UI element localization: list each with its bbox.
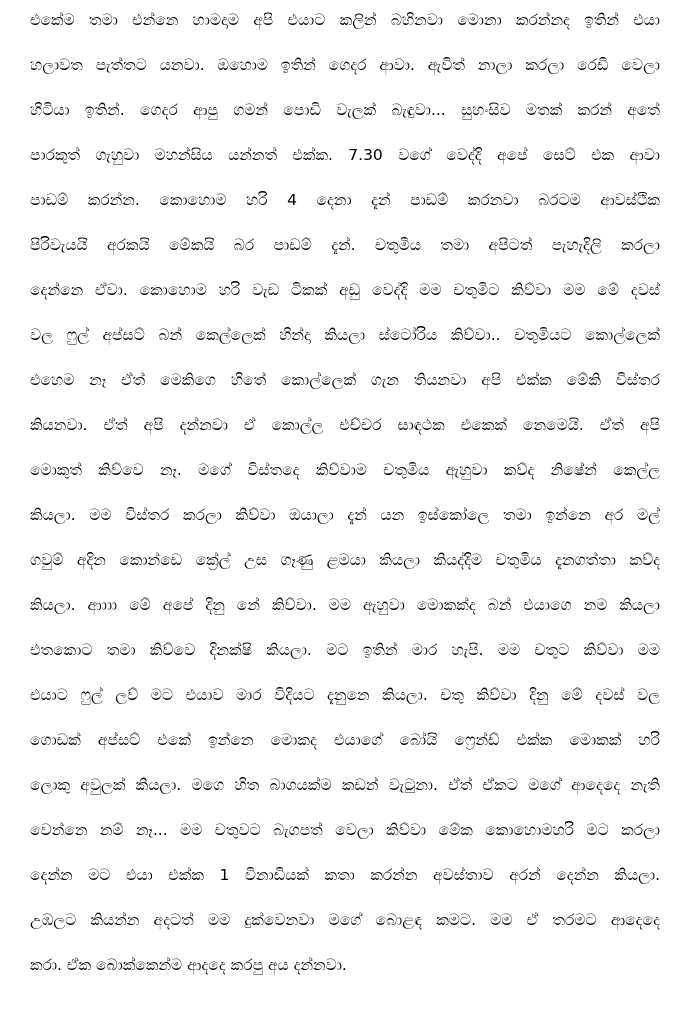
text-line: වල ෆුල් අප්සට් බන් කෙල්ලෙක් හින්දා කියලා ස්ටෝරිය කිව්වා.. චතුමියට කොල්ලෙක්: [30, 326, 660, 344]
text-line: දෙන්න මට එයා එක්ක 1 විනාඩියක් කතා කරන්න අවස්තාව අරන් දෙන්න කියලා.: [30, 866, 660, 884]
text-line: ගොඩක් අප්සට් එකේ ඉන්නෙ මොකද එයාගේ බෝයි ෆ්‍රෙන්ඩ් එක්ක මොකක් හරි: [30, 731, 660, 749]
text-line: හලාවත පැත්තට යනවා. ඔහොම ඉතින් ගෙදර ආවා. ඇවිත් නාලා කරලා රෙඩි වෙලා: [30, 56, 660, 74]
text-line: පාඩම් කරන්න. කොහොම හරි 4 දෙනා දැන් පාඩම් කරනවා බරටම ආවස්ථික: [30, 191, 660, 209]
text-line: එතකොට තමා කිව්වෙ දිනක්ෂි කියලා. මට ඉතින් මාර හැපි. මම චතුට කිව්වා මම: [30, 641, 660, 659]
text-line: මොකුත් කිව්වෙ නෑ. මගේ විස්තදෙ කිව්වාම චතුමිය ඇහුවා කව්ද නිෂේන් කෙල්ල: [30, 461, 660, 479]
text-line: එයාට ෆුල් ලව් මට එයාව මාර විදියට දැනුනෙ කියලා. චතු කිව්වා දිනු මේ දවස් වල: [30, 686, 660, 704]
text-line: හිටියා ඉතින්. ගෙදර ආපු ගමන් පොඩි වැලක් බැඳුවා... සුහංසිව මතක් කරන් අතේ: [30, 101, 660, 119]
text-line: උඹලට කියන්න අදටත් මම දුක්වෙනවා මගේ බොළඳ කමට. මම ඒ තරමට ආදෙදෙ: [30, 911, 660, 929]
text-line: එහෙම නෑ ඒත් මෙකිගෙ හිතේ කොල්ලෙක් ගැන තියනවා අපි එක්ක මේකි විස්තර: [30, 371, 660, 389]
text-line: කියනවා. ඒත් අපි දන්නවා ඒ කොල්ල එච්චර සාඳථක එකෙක් නෙමෙයි. ඒත් අපි: [30, 416, 660, 434]
text-line: පිරිවැයයි අරකයි මේකයි බර පාඩම් දැන්. චතුමිය තමා අපිටත් පැහැදිලි කරලා: [30, 236, 660, 254]
text-line: වෙන්නෙ නම් නෑ... මම චතුවට බැගපත් වෙලා කිව්වා මේක කොහොමහරි මට කරලා: [30, 821, 660, 839]
text-line: ලොකු අවුලක් කියලා. මගෙ හිත බාගයක්ම කඩන් වැටුනා. ඒත් ඒකට මගේ ආදෙදෙ නැති: [30, 776, 660, 794]
text-line-last: කරා. ඒක බොක්කෙන්ම ආදදෙ කරපු අය දන්නවා.: [30, 956, 347, 974]
text-line: පාරකුත් ගැහුවා මහන්සිය යන්නත් එක්ක. 7.30 වගේ වෙද්දි අපේ සෙට් එක ආවා: [30, 146, 660, 164]
text-line: කියලා. මම විස්තර කරලා කිව්වා ඔයාලා දැන් යන ඉස්කෝලෙ තමා ඉන්නෙ අර මල්: [30, 506, 660, 524]
text-line: දෙන්නෙ ඒවා. කොහොම හරි වැඩ ටිකක් අඩු වෙද්දි මම චතුමිට කිව්වා මම මේ දවස්: [30, 281, 660, 299]
text-line: ගවුම් අදින කොන්ඩෙ ක්‍රේල් උස ගෑණු ළමයා කියලා කියද්දිම චතුමිය දැනගත්තා කව්ද: [30, 551, 660, 569]
text-line: එකේම තමා එන්නෙ හාමදාම අපි එයාට කලින් බහිනවා මොනා කරන්නද ඉතින් එයා: [30, 11, 660, 29]
text-line: කියලා. ආාාා මේ අපේ දිනු නේ කිව්වා. මම ඇහුවා මොකක්ද බන් එයාගෙ නම කියලා: [30, 596, 660, 614]
